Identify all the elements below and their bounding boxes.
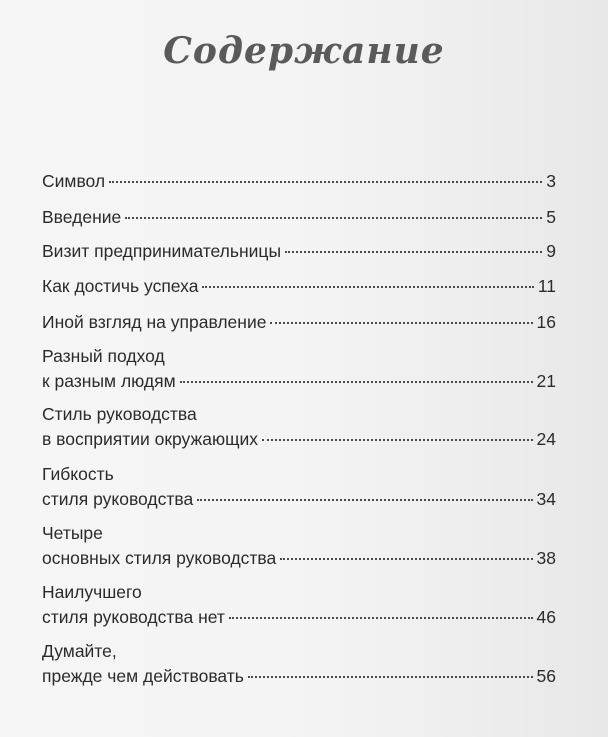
toc-entry-title: основных стиля руководства (42, 548, 277, 568)
toc-entry-title-line: Думайте, (42, 641, 117, 661)
dot-leader (229, 617, 533, 619)
dot-leader (202, 286, 533, 288)
toc-entry-2 (42, 206, 556, 228)
toc-entry-title: Введение (42, 207, 122, 227)
dot-leader (280, 558, 532, 560)
toc-page-number: 9 (546, 241, 556, 261)
toc-page-number: 3 (546, 171, 556, 191)
toc-entry-6 (42, 345, 556, 392)
toc-page-number: 24 (536, 429, 556, 449)
toc-entry-5 (42, 311, 556, 333)
toc-entry-7 (42, 403, 556, 450)
toc-page-number: 46 (536, 607, 556, 627)
toc-entry-10 (42, 581, 556, 628)
toc-entry-1 (42, 170, 556, 192)
toc-entry-title: в восприятии окружающих (42, 429, 258, 449)
dot-leader (197, 499, 532, 501)
toc-page-number: 16 (536, 312, 556, 332)
dot-leader (180, 381, 533, 383)
toc-page-number: 34 (536, 489, 556, 509)
page-title: Содержание (163, 30, 445, 72)
toc-entry-title-line: Четыре (42, 523, 103, 543)
toc-entry-3 (42, 240, 556, 262)
toc-entry-title: к разным людям (42, 371, 176, 391)
toc-entry-4 (42, 275, 556, 297)
toc-page-number: 11 (537, 276, 556, 296)
toc-entry-11 (42, 640, 556, 687)
toc-entry-title: Иной взгляд на управление (42, 312, 267, 332)
toc-entry-title: Как достичь успеха (42, 276, 199, 296)
dot-leader (270, 322, 532, 324)
dot-leader (262, 439, 533, 441)
dot-leader (125, 217, 542, 219)
toc-entry-title: Визит предпринимательницы (42, 241, 282, 261)
toc-entry-title-line: Наилучшего (42, 582, 142, 602)
toc-page-number: 5 (546, 207, 556, 227)
dot-leader (109, 181, 542, 183)
toc-entry-title: Символ (42, 171, 106, 191)
toc-entry-8 (42, 463, 556, 510)
toc-entry-title-line: Разный подход (42, 346, 165, 366)
toc-page-number: 21 (536, 371, 556, 391)
dot-leader (285, 251, 542, 253)
toc-page-number: 38 (536, 548, 556, 568)
toc-entry-title: стиля руководства (42, 489, 194, 509)
toc-entry-title: стиля руководства нет (42, 607, 225, 627)
toc-entry-9 (42, 522, 556, 569)
dot-leader (248, 676, 533, 678)
toc-page-number: 56 (536, 666, 556, 686)
toc-entry-title-line: Стиль руководства (42, 404, 197, 424)
toc-entry-title-line: Гибкость (42, 464, 114, 484)
toc-entry-title: прежде чем действовать (42, 666, 244, 686)
